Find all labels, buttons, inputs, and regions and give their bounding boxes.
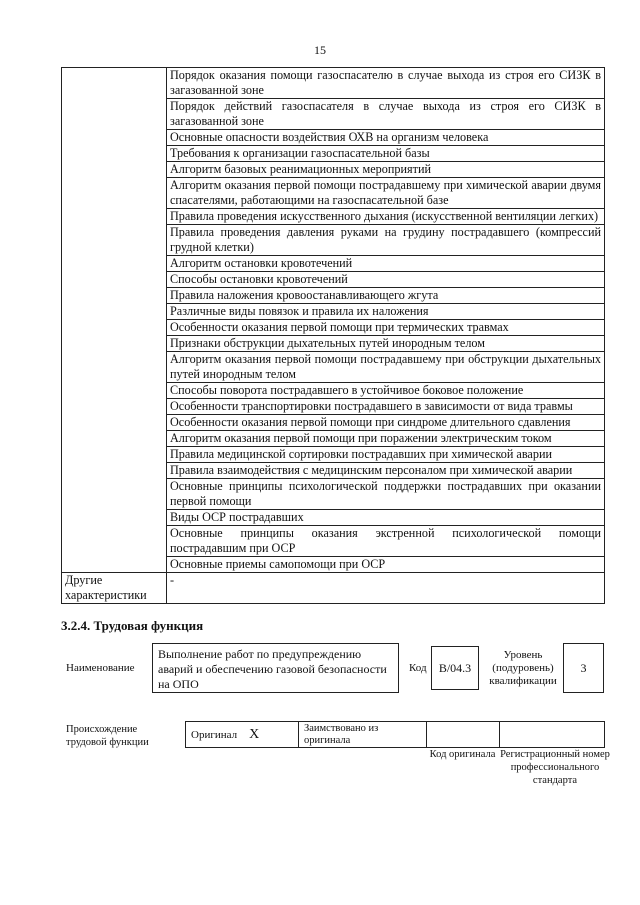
row-label-cell [62,256,167,272]
row-label-cell [62,272,167,288]
table-row [62,146,605,162]
page-number: 15 [314,43,326,57]
table-row [62,130,605,146]
other-characteristics-row [62,573,605,604]
knowledge-item: Правила проведения искусственного дыхания (искусственной вентиляции легких) [167,209,605,225]
knowledge-item: Особенности оказания первой помощи при термических травмах [167,320,605,336]
table-row [62,352,605,383]
row-label-cell [62,320,167,336]
original-label: Оригинал [191,728,238,741]
row-label-cell [62,415,167,431]
row-label-cell [62,99,167,130]
table-row [62,463,605,479]
table-row [62,272,605,288]
knowledge-item: Способы остановки кровотечений [167,272,605,288]
table-row [62,178,605,209]
table-row [62,99,605,130]
knowledge-item: Алгоритм базовых реанимационных мероприятий [167,162,605,178]
table-row [62,510,605,526]
row-label-cell [62,557,167,573]
knowledge-item: Алгоритм оказания первой помощи пострадавшему при химической аварии двумя спасателями, работающими на газоспасательной базе [167,178,605,209]
knowledge-item: Порядок оказания помощи газоспасателю в случае выхода из строя его СИЗК в загазованной зоне [167,68,605,99]
borrowed-cell: Заимствовано из оригинала [299,722,427,748]
knowledge-item: Правила проведения давления руками на грудину пострадавшего (компрессий грудной клетки) [167,225,605,256]
table-row [62,68,605,99]
row-label-cell [62,383,167,399]
knowledge-item: Основные приемы самопомощи при ОСР [167,557,605,573]
table-row [62,415,605,431]
registration-number-cell [500,722,605,748]
row-label-cell [62,68,167,99]
other-characteristics-value: - [167,573,605,604]
row-label-cell [62,463,167,479]
knowledge-item: Основные опасности воздействия ОХВ на организм человека [167,130,605,146]
other-characteristics-label: Другие характеристики [62,573,167,604]
row-label-cell [62,225,167,256]
knowledge-item: Правила медицинской сортировки пострадавших при химической аварии [167,447,605,463]
table-row [62,336,605,352]
row-label-cell [62,510,167,526]
row-label-cell [62,209,167,225]
original-code-cell [427,722,500,748]
knowledge-item: Особенности оказания первой помощи при синдроме длительного сдавления [167,415,605,431]
row-label-cell [62,431,167,447]
knowledge-item: Виды ОСР пострадавших [167,510,605,526]
table-row [62,447,605,463]
level-label: Уровень (подуровень) квалификации [489,649,557,687]
origin-table [185,721,605,748]
code-label: Код [409,662,427,674]
section-title: 3.2.4. Трудовая функция [61,618,204,633]
knowledge-item: Алгоритм оказания первой помощи пострадавшему при обструкции дыхательных путей инородным телом [167,352,605,383]
level-box: 3 [563,643,604,693]
knowledge-item: Различные виды повязок и правила их наложения [167,304,605,320]
table-row [62,256,605,272]
row-label-cell [62,178,167,209]
knowledge-item: Признаки обструкции дыхательных путей инородным телом [167,336,605,352]
knowledge-item: Правила взаимодействия с медицинским персоналом при химической аварии [167,463,605,479]
row-label-cell [62,479,167,510]
table-row [62,431,605,447]
table-row [62,479,605,510]
original-code-caption: Код оригинала [429,749,496,760]
table-row [62,383,605,399]
name-label: Наименование [66,662,135,674]
table-row [62,162,605,178]
table-row [62,288,605,304]
row-label-cell [62,162,167,178]
table-row [62,320,605,336]
original-mark: X [249,726,260,742]
row-label-cell [62,304,167,320]
table-row [62,399,605,415]
knowledge-item: Способы поворота пострадавшего в устойчивое боковое положение [167,383,605,399]
row-label-cell [62,130,167,146]
knowledge-item: Порядок действий газоспасателя в случае выхода из строя его СИЗК в загазованной зоне [167,99,605,130]
original-cell [186,722,299,748]
row-label-cell [62,352,167,383]
knowledge-table [61,67,605,604]
row-label-cell [62,336,167,352]
row-label-cell [62,288,167,304]
table-row [62,304,605,320]
knowledge-item: Алгоритм остановки кровотечений [167,256,605,272]
origin-label: Происхождение трудовой функции [66,724,149,748]
knowledge-item: Правила наложения кровоостанавливающего жгута [167,288,605,304]
row-label-cell [62,146,167,162]
knowledge-item: Основные принципы психологической поддержки пострадавших при оказании первой помощи [167,479,605,510]
knowledge-item: Особенности транспортировки пострадавшего в зависимости от вида травмы [167,399,605,415]
table-row [62,209,605,225]
table-row [62,526,605,557]
row-label-cell [62,526,167,557]
table-row [62,225,605,256]
function-name-box: Выполнение работ по предупреждению аварий и обеспечению газовой безопасности на ОПО [152,643,399,693]
table-row [62,557,605,573]
function-code-box: B/04.3 [431,646,479,690]
knowledge-item: Основные принципы оказания экстренной психологической помощи пострадавшим при ОСР [167,526,605,557]
row-label-cell [62,447,167,463]
row-label-cell [62,399,167,415]
knowledge-item: Алгоритм оказания первой помощи при поражении электрическим током [167,431,605,447]
knowledge-item: Требования к организации газоспасательной базы [167,146,605,162]
registration-number-caption: Регистрационный номер профессионального стандарта [500,749,610,786]
